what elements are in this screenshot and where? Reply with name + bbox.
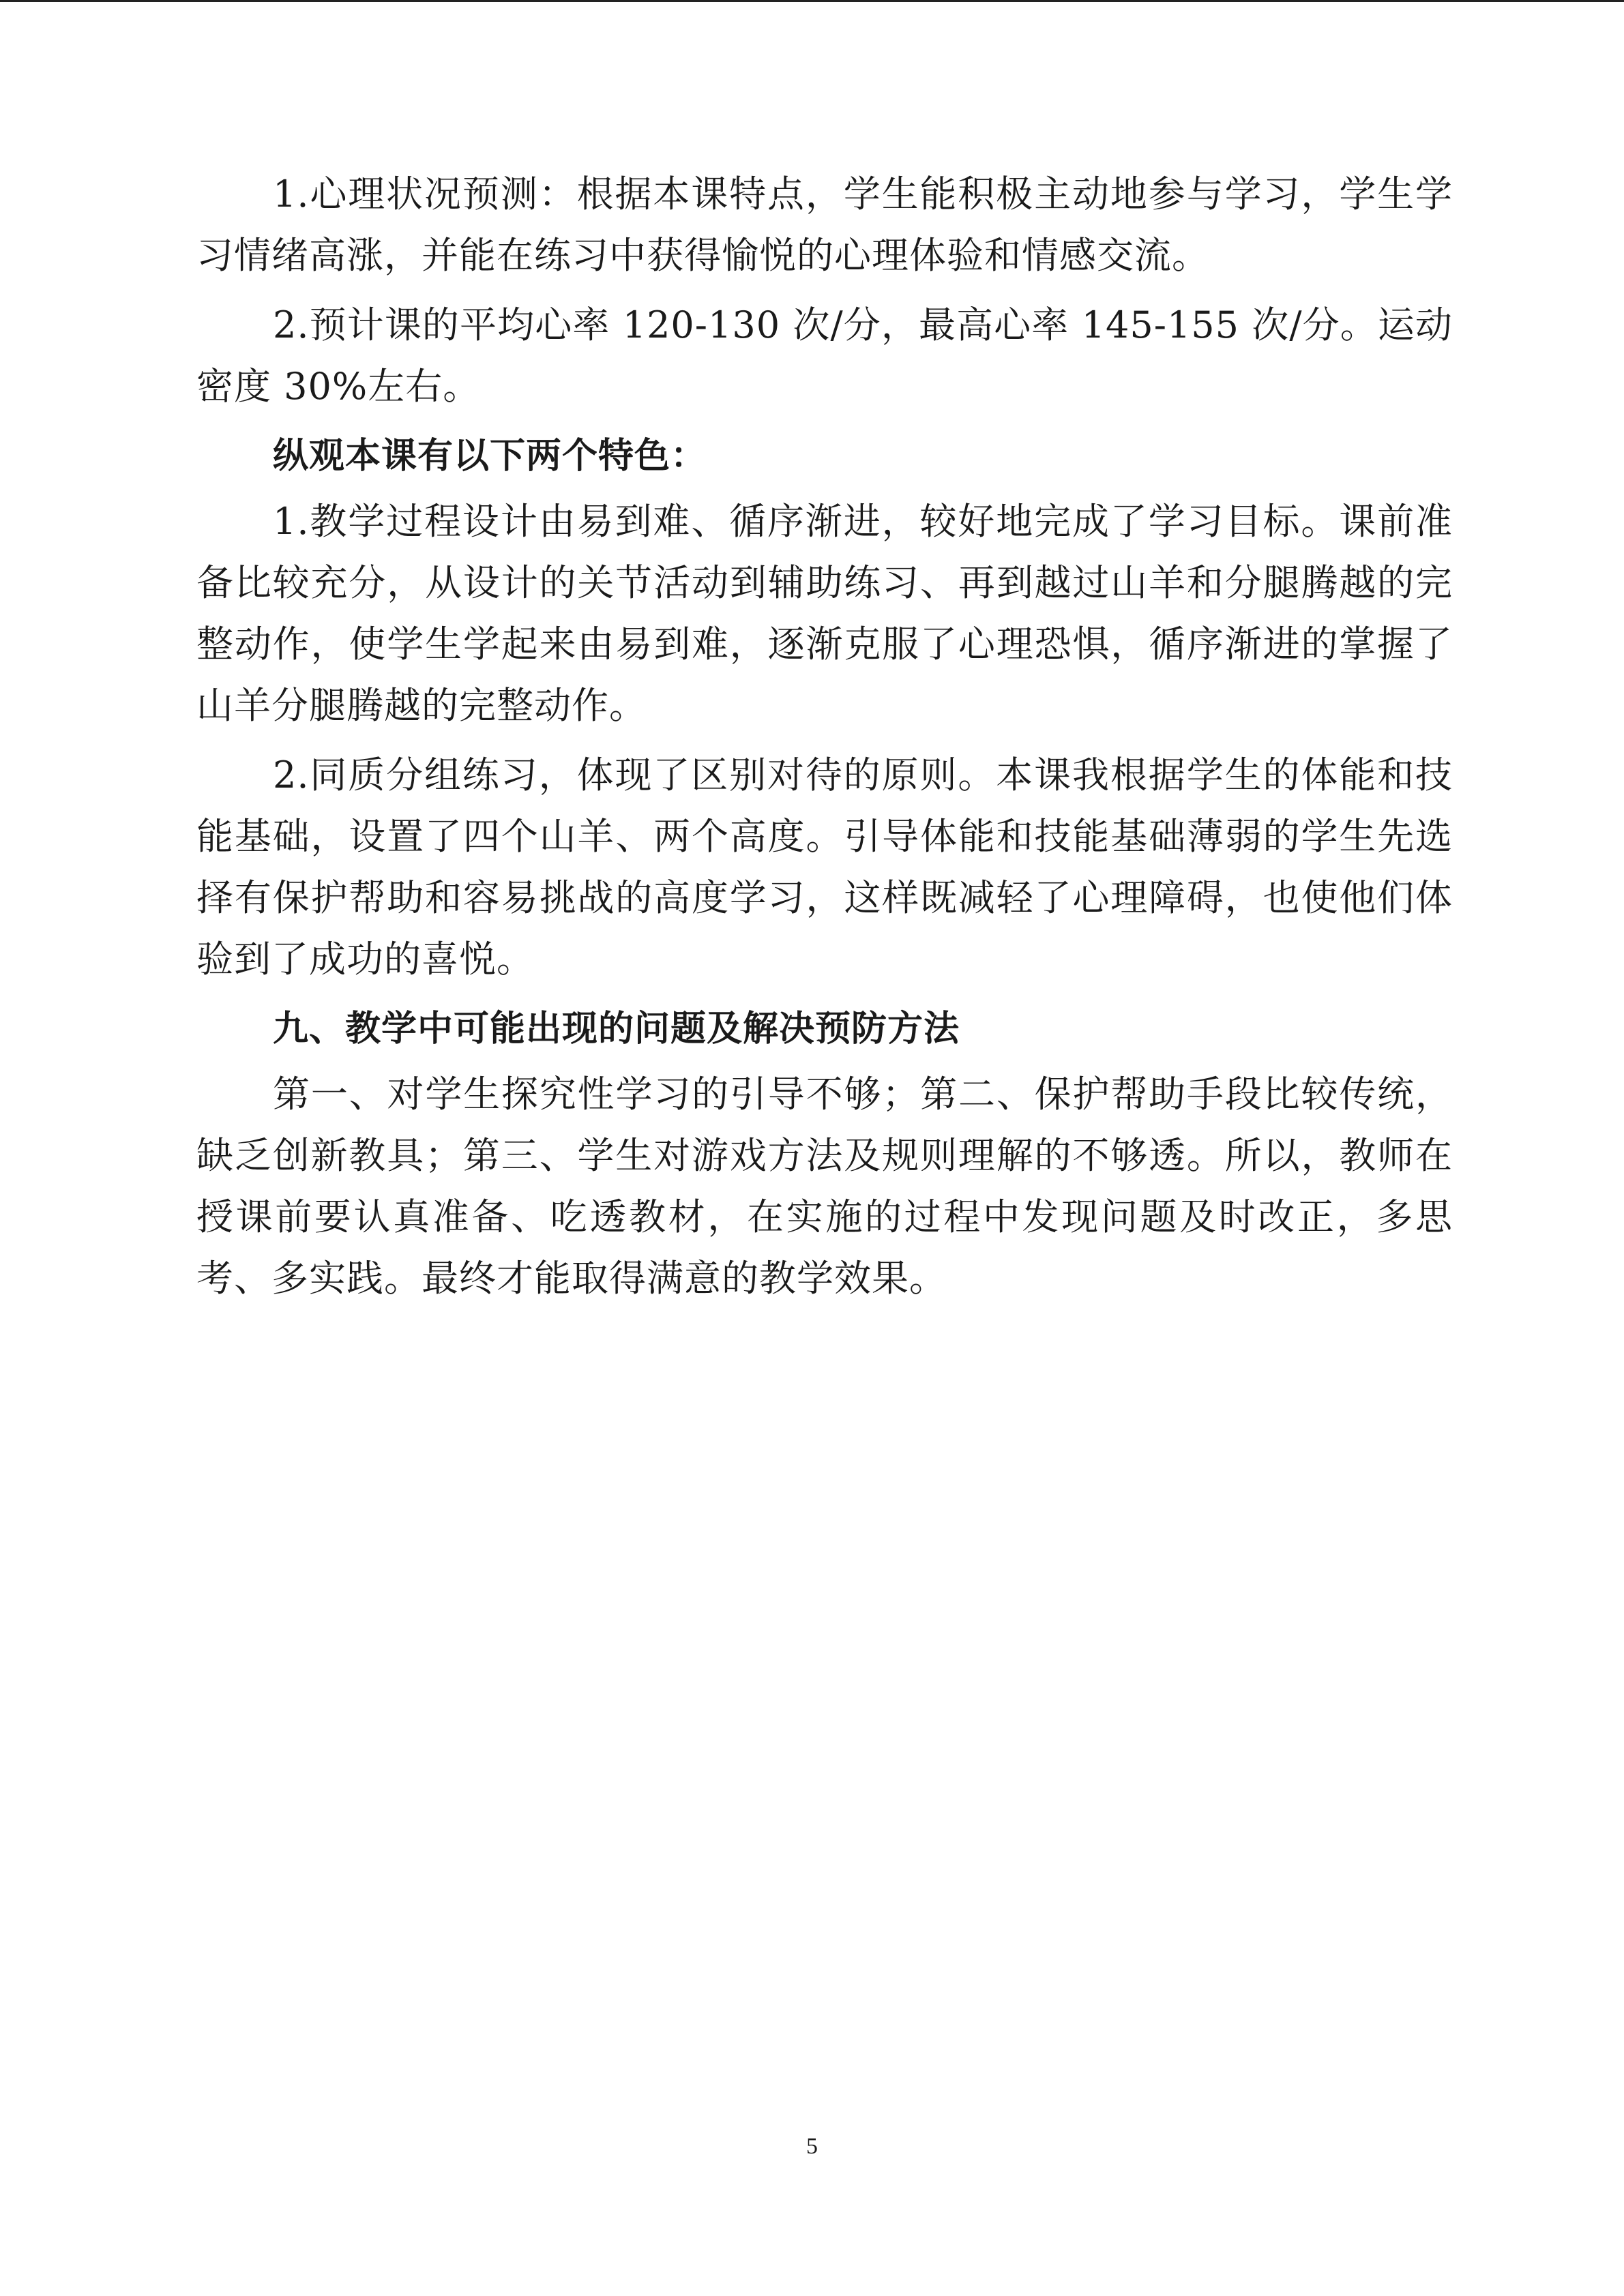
section-nine-heading: 九、教学中可能出现的问题及解决预防方法 bbox=[273, 1009, 960, 1049]
feature-item-1: 1.教学过程设计由易到难、循序渐进，较好地完成了学习目标。课前准备比较充分，从设计的关节活动到辅助练习、再到越过山羊和分腿腾越的完整动作，使学生学起来由易到难，逐渐克服了心理恐惧，循序渐进的掌握了山羊分腿腾越的完整动作。 bbox=[196, 500, 1453, 727]
top-border-line bbox=[0, 0, 1624, 2]
document-body bbox=[196, 164, 1453, 1317]
page-number: 5 bbox=[806, 2134, 818, 2159]
paragraph-psychology-prediction: 1.心理状况预测：根据本课特点，学生能积极主动地参与学习，学生学习情绪高涨，并能在练习中获得愉悦的心理体验和情感交流。 bbox=[196, 173, 1453, 277]
features-heading: 纵观本课有以下两个特色： bbox=[273, 436, 707, 477]
paragraph-heart-rate-estimate: 2.预计课的平均心率 120-130 次/分，最高心率 145-155 次/分。运动密度 30%左右。 bbox=[196, 303, 1453, 408]
feature-item-2: 2.同质分组练习，体现了区别对待的原则。本课我根据学生的体能和技能基础，设置了四个山羊、两个高度。引导体能和技能基础薄弱的学生先选择有保护帮助和容易挑战的高度学习，这样既减轻了心理障碍，也使他们体验到了成功的喜悦。 bbox=[196, 754, 1453, 981]
section-nine-body: 第一、对学生探究性学习的引导不够；第二、保护帮助手段比较传统，缺乏创新教具；第三、学生对游戏方法及规则理解的不够透。所以，教师在授课前要认真准备、吃透教材，在实施的过程中发现问题及时改正，多思考、多实践。最终才能取得满意的教学效果。 bbox=[196, 1073, 1453, 1300]
